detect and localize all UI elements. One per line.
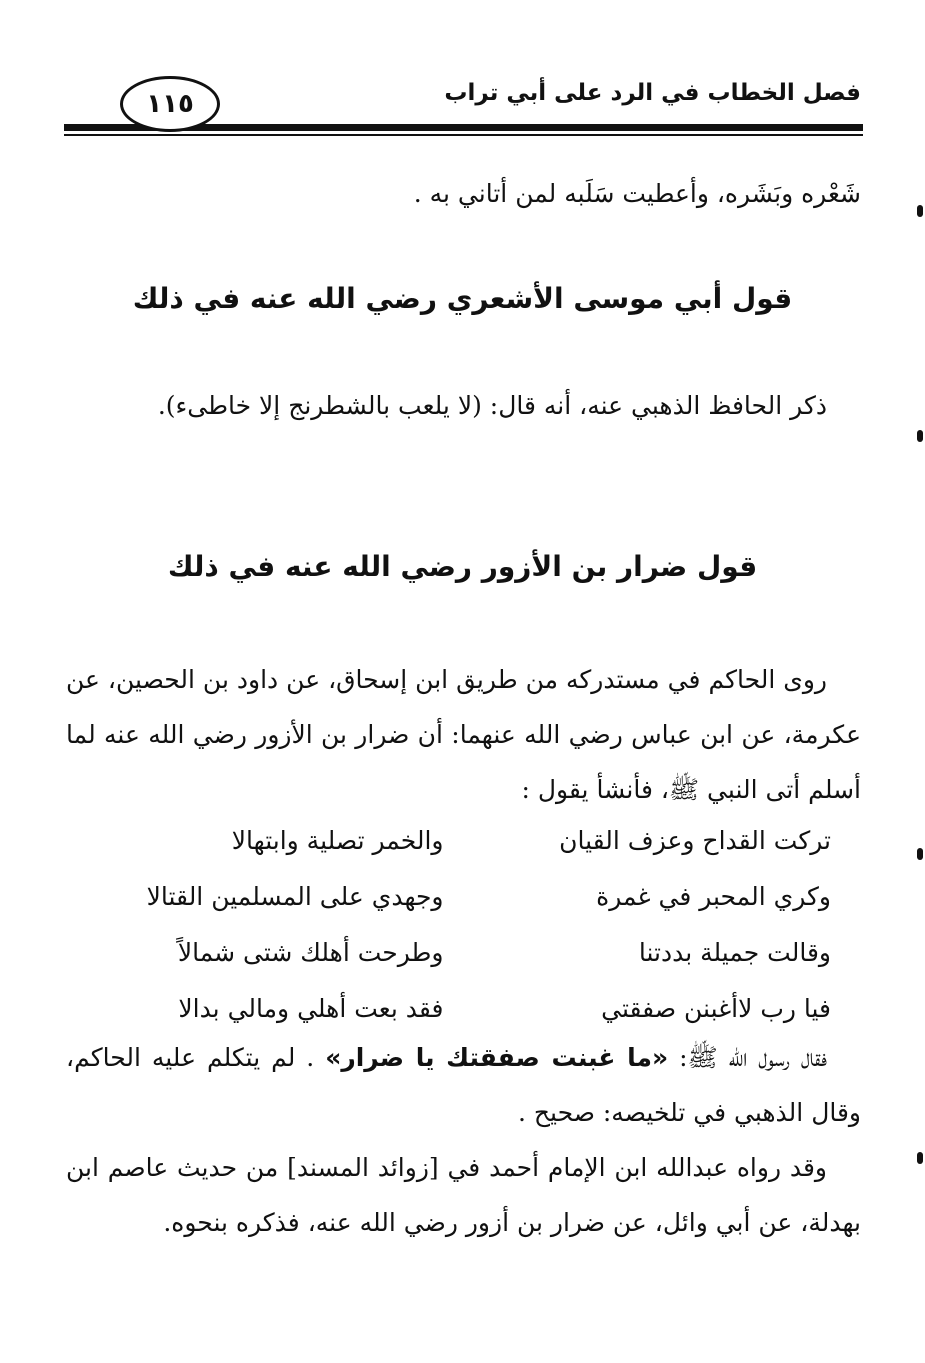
header-rule-thin [64,134,863,136]
poem [66,812,861,1036]
paragraph-prophet-reply [66,1030,861,1140]
reply-rest: . لم يتكلم عليه الحاكم، وقال الذهبي في تلخيصه: صحيح . [66,1043,861,1127]
section-heading-abu-musa: قول أبي موسى الأشعري رضي الله عنه في ذلك [132,282,793,315]
prophet-quote: «ما غبنت صفقتك يا ضرار» [325,1043,669,1072]
margin-mark [917,430,923,442]
section-heading-dirar: قول ضرار بن الأزور رضي الله عنه في ذلك [167,550,758,583]
margin-mark [917,848,923,860]
running-title: فصل الخطاب في الرد على أبي تراب [444,80,861,106]
verse-first-hemistich: وكري المحبر في غمرة [596,881,831,911]
verse-line [66,980,861,1036]
verse-first-hemistich: فيا رب لاأغبنن صفقتي [601,993,831,1023]
verse-second-hemistich: وجهدي على المسلمين القتالا [146,881,444,911]
verse-first-hemistich: وقالت جميلة بددتنا [638,937,831,967]
paragraph-abu-musa: ذكر الحافظ الذهبي عنه، أنه قال: (لا يلعب بالشطرنج إلا خاطىء). [157,391,827,420]
paragraph-musnad: وقد رواه عبدالله ابن الإمام أحمد في [زوائد المسند] من حديث عاصم ابن بهدلة، عن أبي وائل، عن ضرار بن أزور رضي الله عنه، فذكره بنحوه. [66,1153,861,1237]
verse-line [66,924,861,980]
verse-second-hemistich: والخمر تصلية وابتهالا [231,825,444,855]
page-number: ١١٥ [146,89,194,119]
paragraph-hakim-narration: روى الحاكم في مستدركه من طريق ابن إسحاق، عن داود بن الحصين، عن عكرمة، عن ابن عباس رضي الله عنهما: أن ضرار بن الأزور رضي الله عنه لما أسلم أتى النبي ﷺ، فأنشأ يقول : [66,665,861,804]
verse-line [66,812,861,868]
verse-second-hemistich: وطرحت أهلك شتى شمالاً [177,937,444,967]
continuation-text: شَعْره وبَشَره، وأعطيت سَلَبه لمن أتاني به . [413,179,861,208]
margin-mark [917,205,923,217]
margin-mark [917,1152,923,1164]
page-number-badge [120,76,220,132]
verse-line [66,868,861,924]
verse-second-hemistich: فقد بعت أهلي ومالي بدالا [178,993,444,1023]
verse-first-hemistich: تركت القداح وعزف القيان [559,825,831,855]
reply-intro: فقال رسول الله ﷺ: [668,1043,828,1072]
